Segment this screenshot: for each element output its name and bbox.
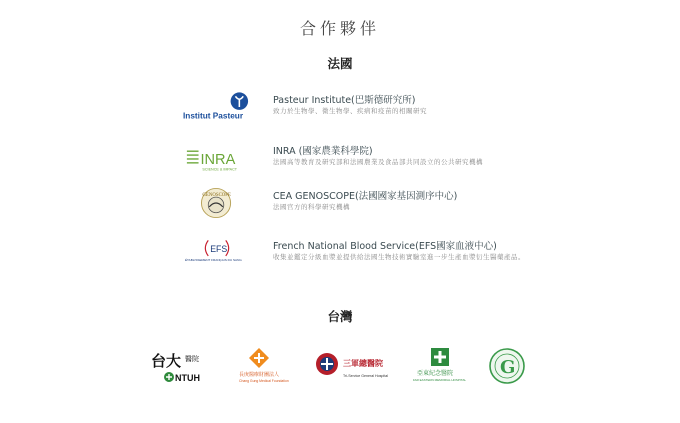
inra-logo [183, 141, 251, 175]
partner-desc: 法國官方的科學研究機構 [273, 203, 350, 211]
region-heading-taiwan: 台灣 [327, 309, 353, 324]
chang-gung-logo[interactable] [229, 346, 301, 386]
partner-name: CEA GENOSCOPE(法國國家基因測序中心) [273, 191, 458, 202]
svg-text:ÉTABLISSEMENT FRANÇAIS DU SANG: ÉTABLISSEMENT FRANÇAIS DU SANG [184, 257, 242, 262]
ntuh-logo[interactable] [145, 346, 217, 386]
pasteur-logo [183, 90, 251, 124]
partner-desc: 收集並鑑定分級血漿並提供給法國生物技術實驗室進一步生產血漿衍生醫藥產品。 [273, 253, 525, 261]
svg-text:Institut Pasteur: Institut Pasteur [183, 111, 244, 121]
svg-text:GENOSCOPE: GENOSCOPE [202, 193, 231, 199]
svg-text:三軍總醫院: 三軍總醫院 [343, 358, 383, 368]
svg-text:SCIENCE & IMPACT: SCIENCE & IMPACT [202, 167, 237, 172]
partner-efs[interactable] [183, 236, 603, 272]
partner-name: Pasteur Institute(巴斯德研究所) [273, 95, 416, 106]
page-title: 合作夥伴 [299, 19, 380, 38]
partner-name: French National Blood Service(EFS國家血液中心) [273, 241, 497, 252]
partner-pasteur[interactable] [183, 90, 603, 126]
svg-text:EFS: EFS [210, 244, 228, 255]
svg-text:G: G [500, 357, 516, 378]
efs-logo [183, 236, 251, 270]
svg-text:INRA: INRA [200, 151, 236, 168]
genoscope-logo [183, 186, 251, 220]
svg-text:長庚醫療財團法人: 長庚醫療財團法人 [239, 372, 280, 378]
svg-text:NTUH: NTUH [175, 373, 200, 383]
tri-service-logo[interactable] [313, 346, 389, 386]
svg-text:Chang Gung Medical Foundation: Chang Gung Medical Foundation [239, 379, 289, 383]
partner-desc: 法國高等教育及研究部和法國農業及食品部共同設立的公共研究機構 [273, 158, 483, 166]
region-heading-france: 法國 [327, 56, 353, 71]
svg-text:醫院: 醫院 [185, 355, 199, 363]
partner-inra[interactable] [183, 141, 603, 177]
taiwan-logos [145, 346, 540, 386]
svg-text:Tri-Service General Hospital: Tri-Service General Hospital [343, 374, 389, 378]
svg-text:亞東紀念醫院: 亞東紀念醫院 [417, 370, 454, 377]
partner-name: INRA (國家農業科學院) [273, 146, 373, 157]
far-eastern-logo[interactable] [409, 346, 471, 386]
svg-text:台大: 台大 [151, 352, 182, 370]
partner-desc: 致力於生物學、微生物學、疾病和疫苗的相關研究 [273, 107, 427, 115]
hospital-g-logo[interactable] [485, 346, 529, 386]
svg-text:FAR EASTERN MEMORIAL HOSPITAL: FAR EASTERN MEMORIAL HOSPITAL [413, 378, 467, 382]
partner-genoscope[interactable] [183, 186, 603, 222]
